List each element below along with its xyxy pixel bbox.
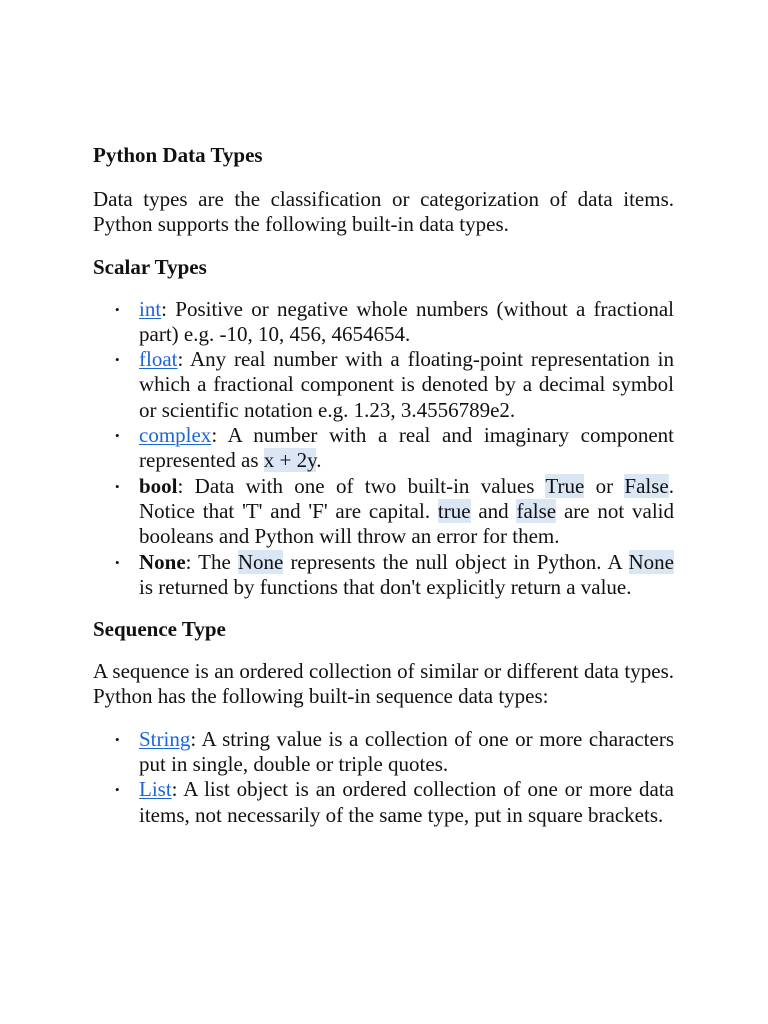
list-item-int — [115, 296, 674, 348]
list-item-bool — [115, 473, 675, 550]
float-description: : Any real number with a floating-point representation in which a fractional component is denoted by a decimal symbol or scientific notation e.g. 1.23, 3.4556789e2. — [139, 347, 674, 422]
code-snippet: false — [516, 498, 557, 523]
list-item-string — [115, 726, 674, 778]
sequence-type-heading: Sequence Type — [93, 617, 226, 642]
bool-description-end: are not valid booleans and Python will throw an error for them. — [139, 498, 675, 549]
code-snippet: True — [545, 473, 585, 498]
none-description-end: is returned by functions that don't explicitly return a value. — [139, 574, 632, 599]
bool-description-and: and — [470, 498, 517, 523]
complex-description-end: . — [316, 448, 322, 473]
list-link[interactable]: List — [139, 777, 172, 802]
list-item-none — [115, 549, 674, 601]
string-link[interactable]: String — [139, 726, 191, 751]
none-description-mid: represents the null object in Python. A — [283, 549, 629, 574]
bool-description-note: . Notice that 'T' and 'F' are capital. — [139, 473, 674, 523]
bool-description-or: or — [584, 473, 625, 498]
document-page — [93, 140, 674, 828]
bullet-icon: • — [115, 731, 120, 747]
code-snippet: False — [624, 473, 669, 498]
none-description: : The — [185, 549, 238, 574]
list-item-list — [115, 777, 674, 828]
code-snippet: None — [628, 549, 674, 574]
bool-description: : Data with one of two built-in values — [177, 473, 546, 498]
int-description: : Positive or negative whole numbers (without a fractional part) e.g. -10, 10, 456, 4654654. — [139, 296, 674, 346]
complex-description: : A number with a real and imaginary component represented as — [139, 423, 674, 473]
int-link[interactable]: int — [139, 296, 162, 321]
list-item-float — [115, 347, 674, 423]
scalar-types-heading: Scalar Types — [93, 254, 207, 279]
bullet-icon: • — [115, 478, 120, 494]
code-snippet: None — [237, 549, 284, 574]
bullet-icon: • — [115, 782, 120, 798]
sequence-types-list — [93, 727, 674, 828]
list-item-complex — [115, 423, 674, 474]
none-term: None — [139, 549, 186, 574]
bullet-icon: • — [115, 352, 120, 368]
complex-link[interactable]: complex — [139, 423, 212, 448]
string-description: : A string value is a collection of one or more characters put in single, double or triple quotes. — [139, 726, 674, 777]
bullet-icon: • — [115, 428, 120, 444]
list-description: : A list object is an ordered collection of one or more data items, not necessarily of the same type, put in square brackets. — [139, 777, 674, 827]
bullet-icon: • — [115, 301, 120, 317]
code-snippet: true — [437, 498, 471, 523]
bool-term: bool — [139, 473, 178, 498]
scalar-types-list — [93, 297, 674, 601]
float-link[interactable]: float — [139, 347, 178, 372]
intro-paragraph: Data types are the classification or categorization of data items. Python supports the following built-in data types. — [93, 187, 674, 237]
page-title: Python Data Types — [93, 143, 263, 167]
bullet-icon: • — [115, 554, 120, 570]
sequence-intro-paragraph: A sequence is an ordered collection of similar or different data types. Python has the following built-in sequence data types: — [93, 659, 674, 709]
code-snippet: x + 2y — [263, 448, 317, 473]
